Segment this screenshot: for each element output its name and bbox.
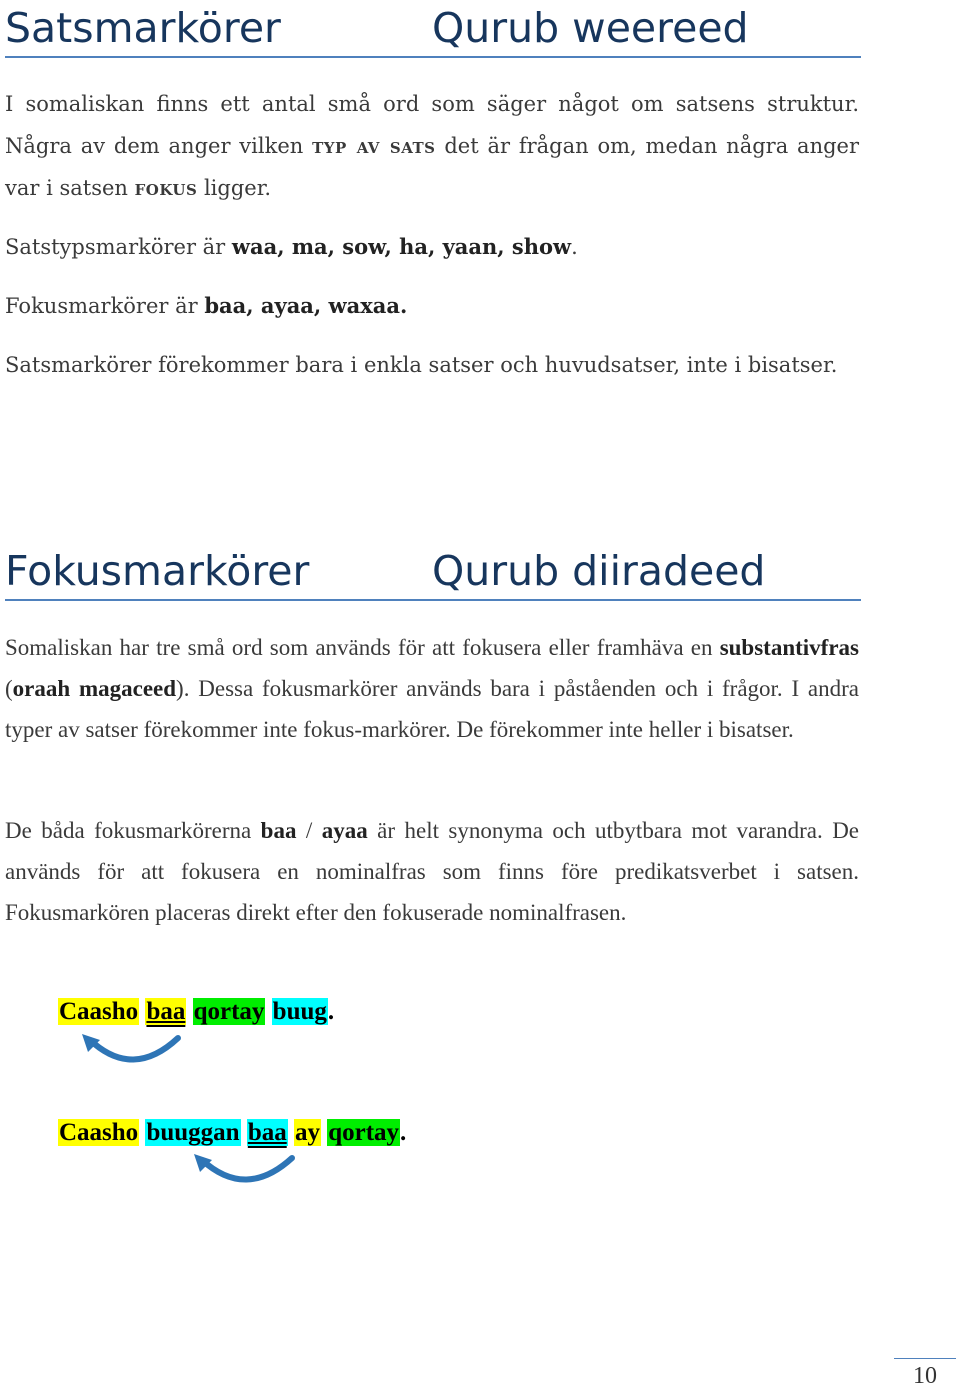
example-sentence-1: Caasho baa qortay buug. xyxy=(59,998,335,1025)
paragraph-intro: I somaliskan finns ett antal små ord som säger något om satsens struktur. Några av dem anger vilken typ av sats det är frågan om, medan några anger var i satsen fokus ligger. xyxy=(5,92,860,200)
section-heading-satsmarkorer xyxy=(5,0,861,58)
example-word: buuggan xyxy=(146,1119,240,1146)
heading-somali: Qurub diiradeed xyxy=(432,547,766,595)
section-heading-fokusmarkorer xyxy=(5,540,861,601)
example-word: qortay xyxy=(328,1119,400,1146)
focus-arrow-icon xyxy=(78,1028,188,1068)
term-fokus: fokus xyxy=(134,175,198,200)
focus-marker-list: baa, ayaa, waxaa. xyxy=(204,293,408,318)
example-focus-marker: baa xyxy=(247,1119,287,1146)
example-sentence-2: Caasho buuggan baa ay qortay. xyxy=(59,1119,407,1146)
focus-arrow-icon xyxy=(190,1148,302,1188)
paragraph-focus-intro: Somaliskan har tre små ord som används för att fokusera eller framhäva en substantivfras (oraah magaceed). Dessa fokusmarkörer används bara i påståenden och i frågor. I andra typer av satser förekommer inte fokus-markörer. De förekommer inte heller i bisatser. xyxy=(5,635,859,742)
term-ayaa: ayaa xyxy=(321,818,368,843)
heading-swedish: Fokusmarkörer xyxy=(5,547,310,595)
heading-somali: Qurub weereed xyxy=(432,4,749,52)
paragraph-baa-ayaa: De båda fokusmarkörerna baa / ayaa är helt synonyma och utbytbara mot varandra. De används för att fokusera en nominalfras som finns före predikatsverbet i satsen. Fokusmarkören placeras direkt efter den fokuserade nominalfrasen. xyxy=(5,818,860,925)
term-typ-av-sats: typ av sats xyxy=(312,133,436,158)
page-number: 10 xyxy=(894,1358,956,1390)
paragraph-fokusmarkorer: Fokusmarkörer är baa, ayaa, waxaa. xyxy=(5,293,408,318)
example-word: buug xyxy=(272,998,327,1025)
term-substantivfras: substantivfras xyxy=(719,635,859,660)
heading-swedish: Satsmarkörer xyxy=(5,4,281,52)
term-oraah-magaceed: oraah magaceed xyxy=(12,676,177,701)
example-word: Caasho xyxy=(59,1119,139,1146)
example-focus-marker: baa xyxy=(146,998,186,1025)
paragraph-satsmarkorer-usage: Satsmarkörer förekommer bara i enkla satser och huvudsatser, inte i bisatser. xyxy=(5,353,838,377)
paragraph-satstypsmarkorer: Satstypsmarkörer är waa, ma, sow, ha, yaan, show. xyxy=(5,234,578,259)
example-word: ay xyxy=(294,1119,320,1146)
term-baa: baa xyxy=(260,818,297,843)
example-word: Caasho xyxy=(59,998,139,1025)
example-word: qortay xyxy=(193,998,265,1025)
marker-list: waa, ma, sow, ha, yaan, show xyxy=(231,234,572,259)
